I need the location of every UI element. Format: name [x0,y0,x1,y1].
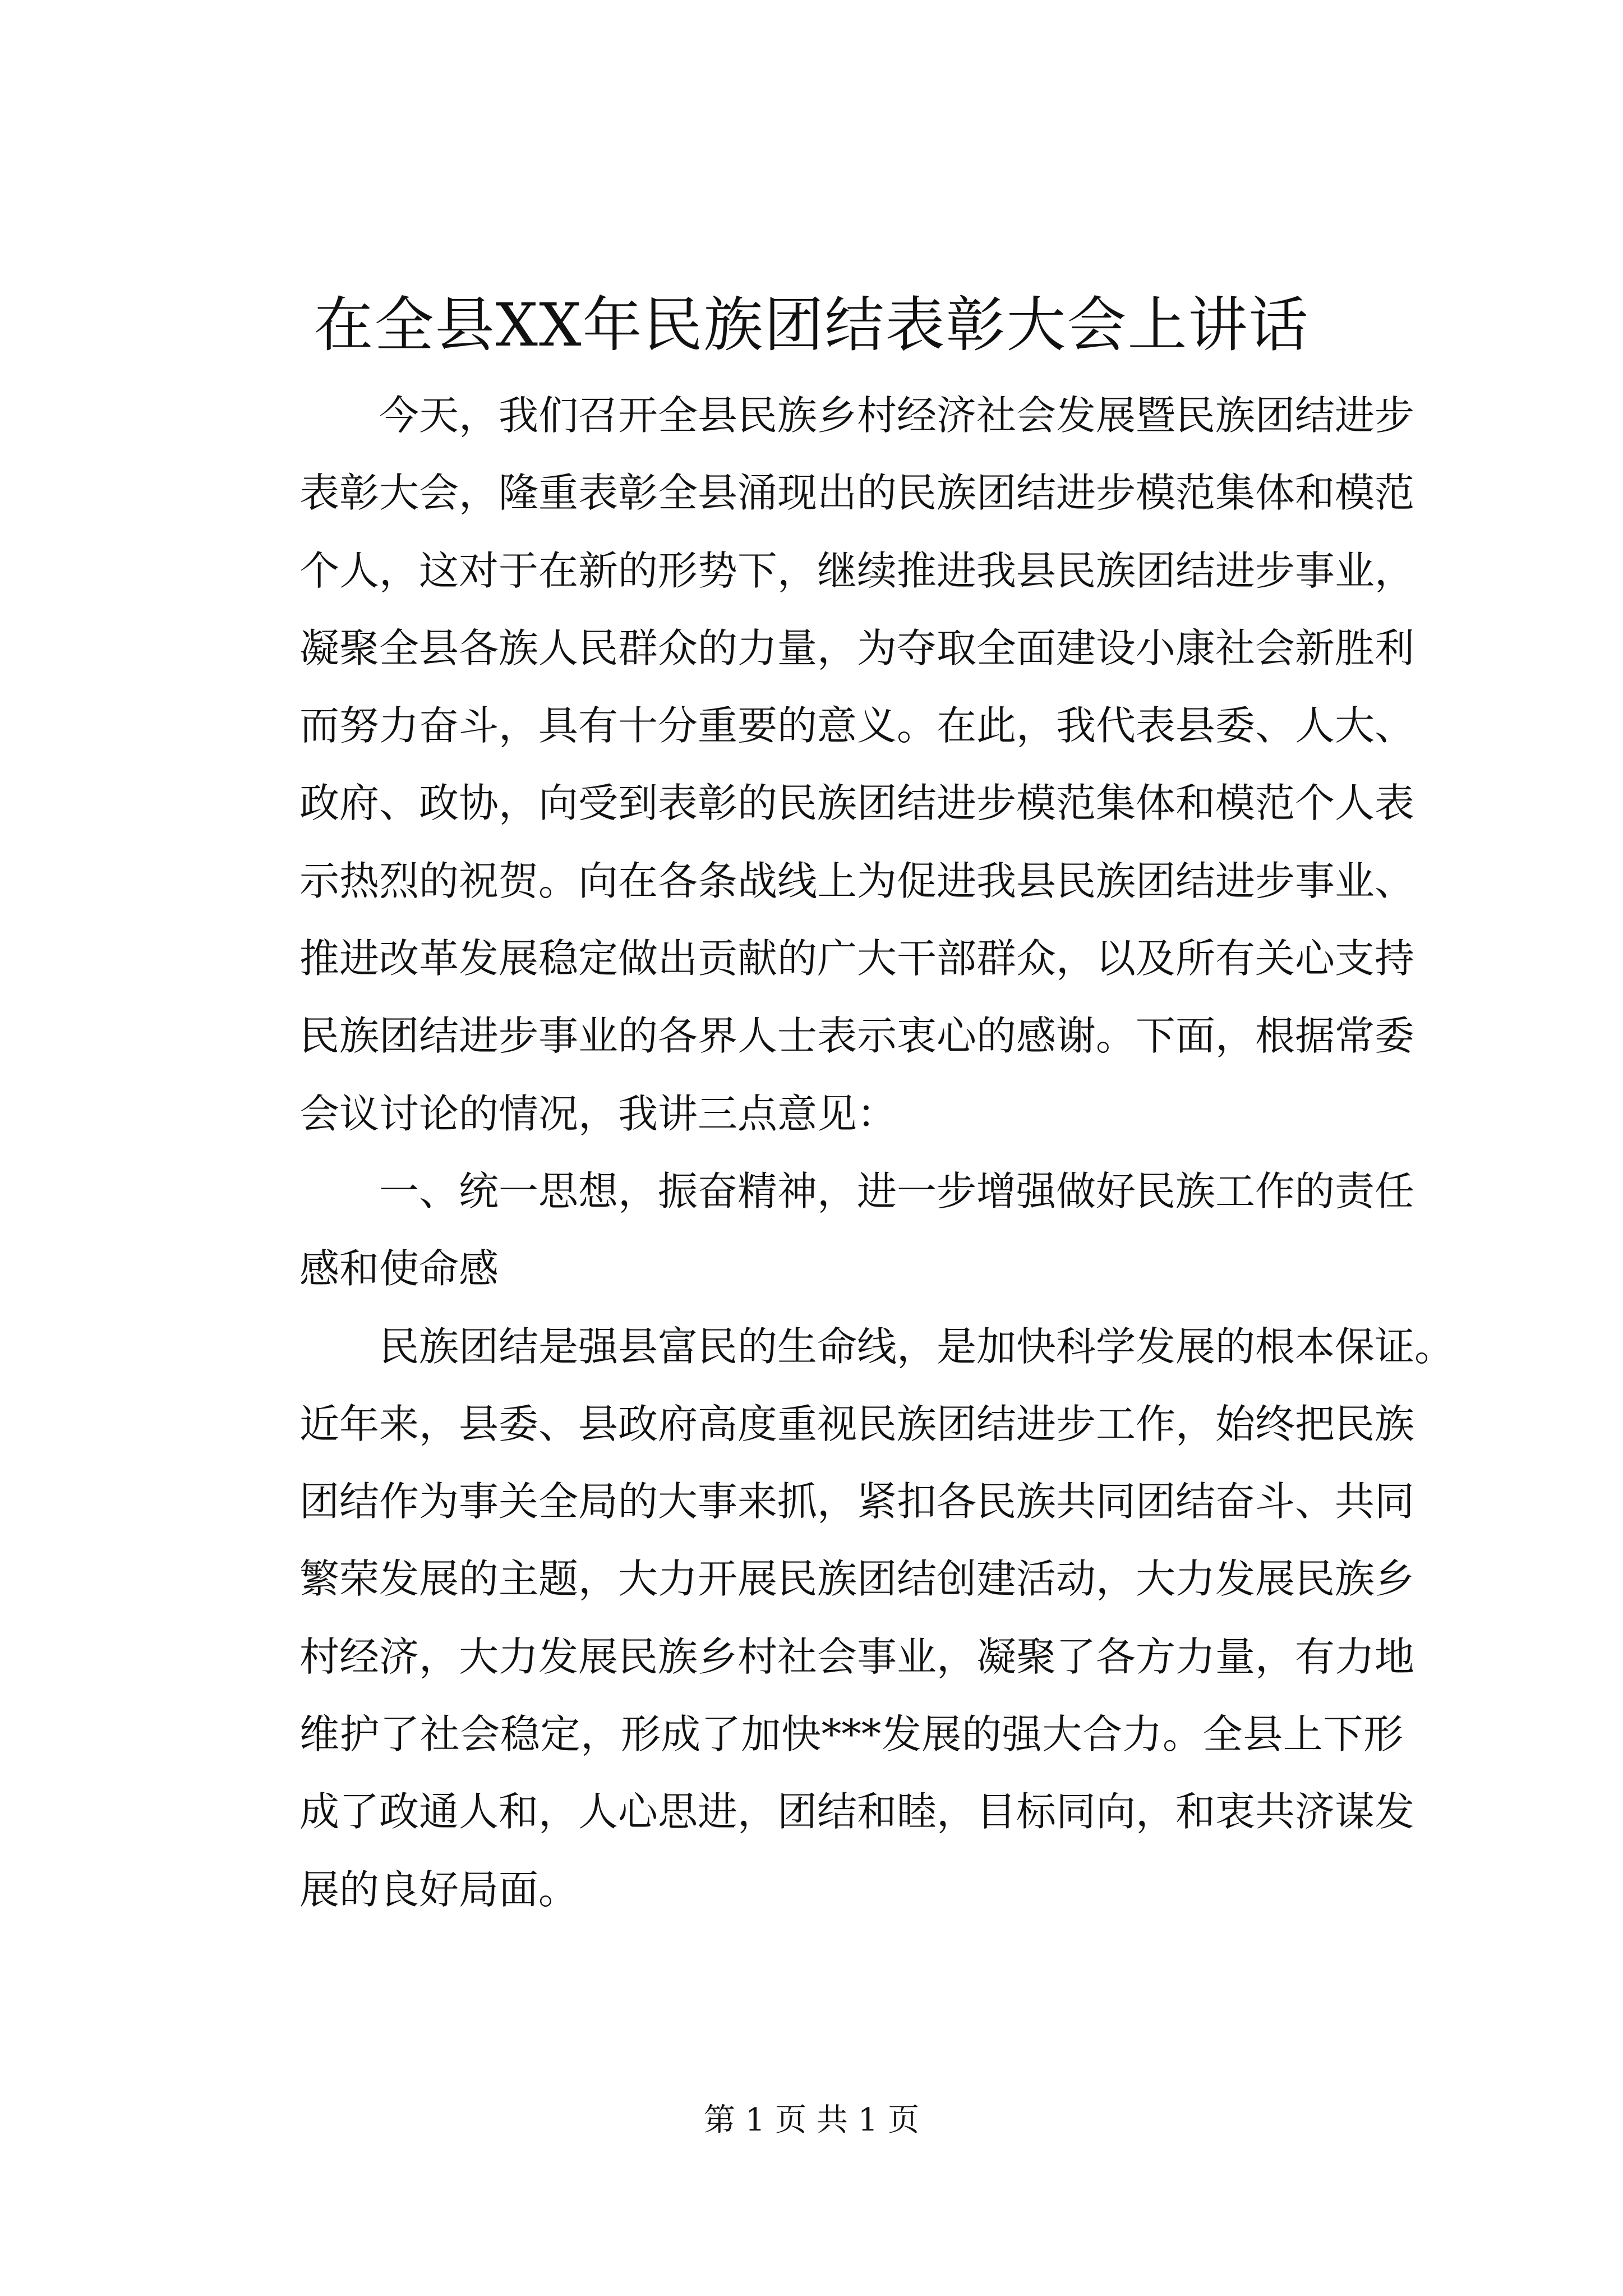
paragraph-intro [220,377,1415,1153]
paragraph-section-one [220,1308,1455,1929]
text-line: 近年来，县委、县政府高度重视民族团结进步工作，始终把民族 [299,1400,1415,1447]
document-title: 在全县XX年民族团结表彰大会上讲话 [313,291,1310,360]
text-line: 凝聚全县各族人民群众的力量，为夺取全面建设小康社会新胜利 [299,624,1415,671]
text-line: 个人，这对于在新的形势下，继续推进我县民族团结进步事业， [299,547,1415,594]
text-line: 成了政通人和，人心思进，团结和睦，目标同向，和衷共济谋发 [299,1788,1415,1835]
text-line: 展的良好局面。 [299,1866,579,1913]
text-line: 表彰大会，隆重表彰全县涌现出的民族团结进步模范集体和模范 [299,470,1415,517]
document-body [220,377,1455,1929]
text-line: 示热烈的祝贺。向在各条战线上为促进我县民族团结进步事业、 [299,857,1415,904]
text-line: 会议讨论的情况，我讲三点意见： [299,1090,897,1137]
text-line: 感和使命感 [299,1245,499,1292]
text-line: 村经济，大力发展民族乡村社会事业，凝聚了各方力量，有力地 [299,1633,1415,1680]
text-line: 维护了社会稳定，形成了加快***发展的强大合力。全县上下形 [299,1711,1403,1758]
text-line: 民族团结是强县富民的生命线，是加快科学发展的根本保证。 [379,1323,1455,1370]
text-line: 一、统一思想，振奋精神，进一步增强做好民族工作的责任 [379,1167,1415,1214]
text-line: 团结作为事关全局的大事来抓，紧扣各民族共同团结奋斗、共同 [299,1478,1415,1525]
text-line: 推进改革发展稳定做出贡献的广大干部群众，以及所有关心支持 [299,935,1415,982]
text-line: 今天，我们召开全县民族乡村经济社会发展暨民族团结进步 [379,392,1415,439]
text-line: 政府、政协，向受到表彰的民族团结进步模范集体和模范个人表 [299,780,1415,827]
text-line: 繁荣发展的主题，大力开展民族团结创建活动，大力发展民族乡 [299,1556,1415,1603]
text-line: 而努力奋斗，具有十分重要的意义。在此，我代表县委、人大、 [299,702,1415,749]
text-line: 民族团结进步事业的各界人士表示衷心的感谢。下面，根据常委 [299,1013,1415,1060]
page-footer: 第 1 页 共 1 页 [703,2102,920,2138]
section-heading-one [220,1153,1415,1308]
